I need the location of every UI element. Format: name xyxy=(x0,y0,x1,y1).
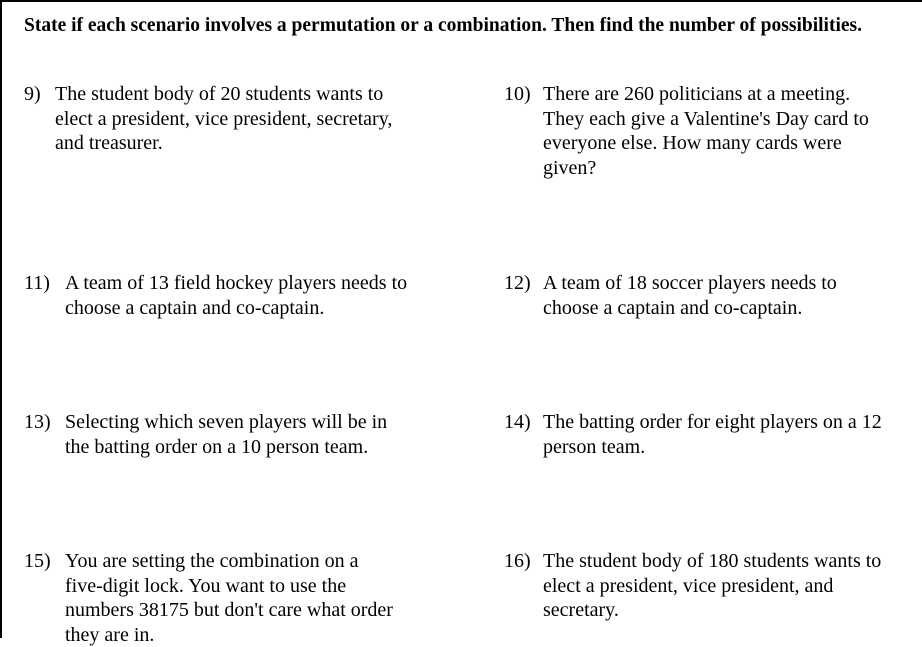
problem-12 xyxy=(504,271,837,320)
problem-14 xyxy=(504,410,882,459)
problem-text-line: The student body of 20 students wants to xyxy=(55,82,392,107)
problem-number: 12) xyxy=(504,271,531,296)
problem-text-line: You are setting the combination on a xyxy=(65,549,393,574)
problem-text-line: elect a president, vice president, and xyxy=(543,574,881,599)
problem-9 xyxy=(24,82,392,156)
problem-15 xyxy=(24,549,393,647)
problem-text-line: The student body of 180 students wants to xyxy=(543,549,881,574)
problem-text-line: everyone else. How many cards were xyxy=(543,131,869,156)
instructions-heading: State if each scenario involves a permutation or a combination. Then find the number of possibilities. xyxy=(24,14,884,38)
problem-text-line: five-digit lock. You want to use the xyxy=(65,574,393,599)
problem-text-line: person team. xyxy=(543,435,882,460)
problem-text-line: the batting order on a 10 person team. xyxy=(65,435,387,460)
problem-text-line: They each give a Valentine's Day card to xyxy=(543,107,869,132)
problem-text-line: choose a captain and co-captain. xyxy=(543,296,837,321)
problem-number: 14) xyxy=(504,410,531,435)
problem-number: 15) xyxy=(24,549,51,574)
problem-text-line: and treasurer. xyxy=(55,131,392,156)
problem-text-line: elect a president, vice president, secretary, xyxy=(55,107,392,132)
problem-16 xyxy=(504,549,881,623)
problem-11 xyxy=(24,271,407,320)
problem-number: 9) xyxy=(24,82,41,107)
problem-text-line: There are 260 politicians at a meeting. xyxy=(543,82,869,107)
problem-number: 16) xyxy=(504,549,531,574)
problem-text-line: secretary. xyxy=(543,598,881,623)
problem-text-line: Selecting which seven players will be in xyxy=(65,410,387,435)
problem-number: 13) xyxy=(24,410,51,435)
problem-10 xyxy=(504,82,869,180)
problem-text-line: they are in. xyxy=(65,623,393,647)
problem-text-line: given? xyxy=(543,156,869,181)
problem-text-line: The batting order for eight players on a 12 xyxy=(543,410,882,435)
problem-number: 11) xyxy=(24,271,50,296)
problem-text-line: numbers 38175 but don't care what order xyxy=(65,598,393,623)
problem-13 xyxy=(24,410,387,459)
problem-number: 10) xyxy=(504,82,531,107)
problem-text-line: A team of 18 soccer players needs to xyxy=(543,271,837,296)
problem-text-line: A team of 13 field hockey players needs to xyxy=(65,271,407,296)
problem-text-line: choose a captain and co-captain. xyxy=(65,296,407,321)
